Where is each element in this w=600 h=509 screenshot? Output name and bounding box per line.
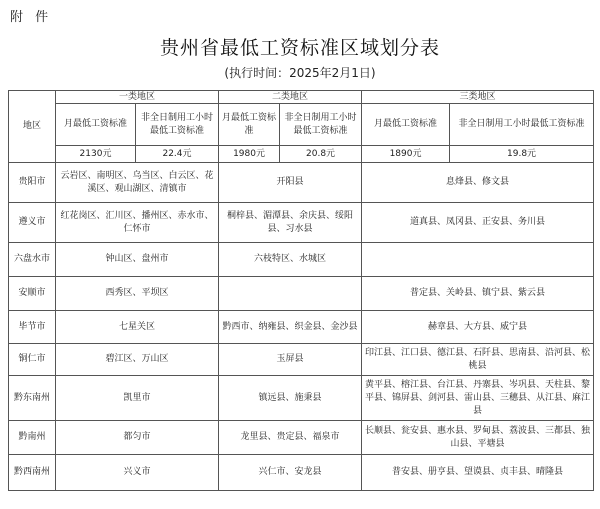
category-1-counties: 西秀区、平坝区: [56, 277, 219, 311]
category-2-counties: 龙里县、贵定县、福泉市: [219, 421, 362, 455]
category-3-counties: 普安县、册亨县、望谟县、贞丰县、晴隆县: [362, 455, 594, 491]
attachment-label: 附 件: [10, 10, 53, 25]
table-row: [9, 455, 594, 491]
category-header-row: [9, 91, 594, 104]
table-row: [9, 163, 594, 203]
category-3-counties: 赫章县、大方县、威宁县: [362, 311, 594, 344]
region-header-label: 地区: [22, 121, 41, 131]
category-3-counties: 长顺县、瓮安县、惠水县、罗甸县、荔波县、三都县、独山县、平塘县: [362, 421, 594, 455]
city-name: 安顺市: [9, 277, 56, 311]
category-2-counties: 黔西市、纳雍县、织金县、金沙县: [219, 311, 362, 344]
category-2-counties: 开阳县: [219, 163, 362, 203]
city-name: 贵阳市: [9, 163, 56, 203]
c1-hourly-header: 非全日制用工小时最低工资标准: [136, 104, 219, 146]
effective-date: (执行时间：2025年2月1日): [224, 66, 376, 80]
category-1-counties: 凯里市: [56, 376, 219, 421]
c3-monthly-header: 月最低工资标准: [362, 104, 450, 146]
c2-monthly-header: 月最低工资标准: [219, 104, 280, 146]
city-name: 铜仁市: [9, 344, 56, 376]
category-1-header: 一类地区: [56, 91, 219, 104]
category-3-counties: 普定县、关岭县、镇宁县、紫云县: [362, 277, 594, 311]
c2-hourly-header: 非全日制用工小时最低工资标准: [280, 104, 362, 146]
c2-monthly-value: 1980元: [219, 146, 280, 163]
c3-hourly-header: 非全日制用工小时最低工资标准: [450, 104, 594, 146]
table-row: [9, 203, 594, 243]
table-row: [9, 344, 594, 376]
category-1-counties: 钟山区、盘州市: [56, 243, 219, 277]
category-3-header: 三类地区: [362, 91, 594, 104]
category-1-counties: 都匀市: [56, 421, 219, 455]
c1-monthly-value: 2130元: [56, 146, 136, 163]
category-1-counties: 云岩区、南明区、乌当区、白云区、花溪区、观山湖区、清镇市: [56, 163, 219, 203]
c3-monthly-value: 1890元: [362, 146, 450, 163]
category-2-counties: 兴仁市、安龙县: [219, 455, 362, 491]
category-1-counties: 红花岗区、汇川区、播州区、赤水市、仁怀市: [56, 203, 219, 243]
city-name: 毕节市: [9, 311, 56, 344]
city-name: 六盘水市: [9, 243, 56, 277]
category-2-counties: 桐梓县、湄潭县、余庆县、绥阳县、习水县: [219, 203, 362, 243]
table-row: [9, 421, 594, 455]
category-2-counties: 玉屏县: [219, 344, 362, 376]
wage-standard-table: [8, 90, 594, 491]
column-header-row: [9, 104, 594, 146]
city-name: 黔西南州: [9, 455, 56, 491]
table-row: [9, 277, 594, 311]
category-1-counties: 兴义市: [56, 455, 219, 491]
category-3-counties: 息烽县、修文县: [362, 163, 594, 203]
category-3-counties: 印江县、江口县、德江县、石阡县、思南县、沿河县、松桃县: [362, 344, 594, 376]
table-row: [9, 243, 594, 277]
category-2-counties: 镇远县、施秉县: [219, 376, 362, 421]
c3-hourly-value: 19.8元: [450, 146, 594, 163]
city-name: 黔南州: [9, 421, 56, 455]
table-row: [9, 311, 594, 344]
category-3-counties: [362, 243, 594, 277]
category-2-counties: [219, 277, 362, 311]
category-3-counties: 黄平县、榕江县、台江县、丹寨县、岑巩县、天柱县、黎平县、锦屏县、剑河县、雷山县、三穗县、从江县、麻江县: [362, 376, 594, 421]
category-3-counties: 道真县、凤冈县、正安县、务川县: [362, 203, 594, 243]
category-2-counties: 六枝特区、水城区: [219, 243, 362, 277]
region-header: [9, 91, 56, 163]
c1-monthly-header: 月最低工资标准: [56, 104, 136, 146]
document-title: 贵州省最低工资标准区域划分表: [159, 37, 440, 59]
city-name: 遵义市: [9, 203, 56, 243]
table-row: [9, 376, 594, 421]
category-1-counties: 七星关区: [56, 311, 219, 344]
standard-values-row: [9, 146, 594, 163]
category-1-counties: 碧江区、万山区: [56, 344, 219, 376]
category-2-header: 二类地区: [219, 91, 362, 104]
c2-hourly-value: 20.8元: [280, 146, 362, 163]
city-name: 黔东南州: [9, 376, 56, 421]
c1-hourly-value: 22.4元: [136, 146, 219, 163]
